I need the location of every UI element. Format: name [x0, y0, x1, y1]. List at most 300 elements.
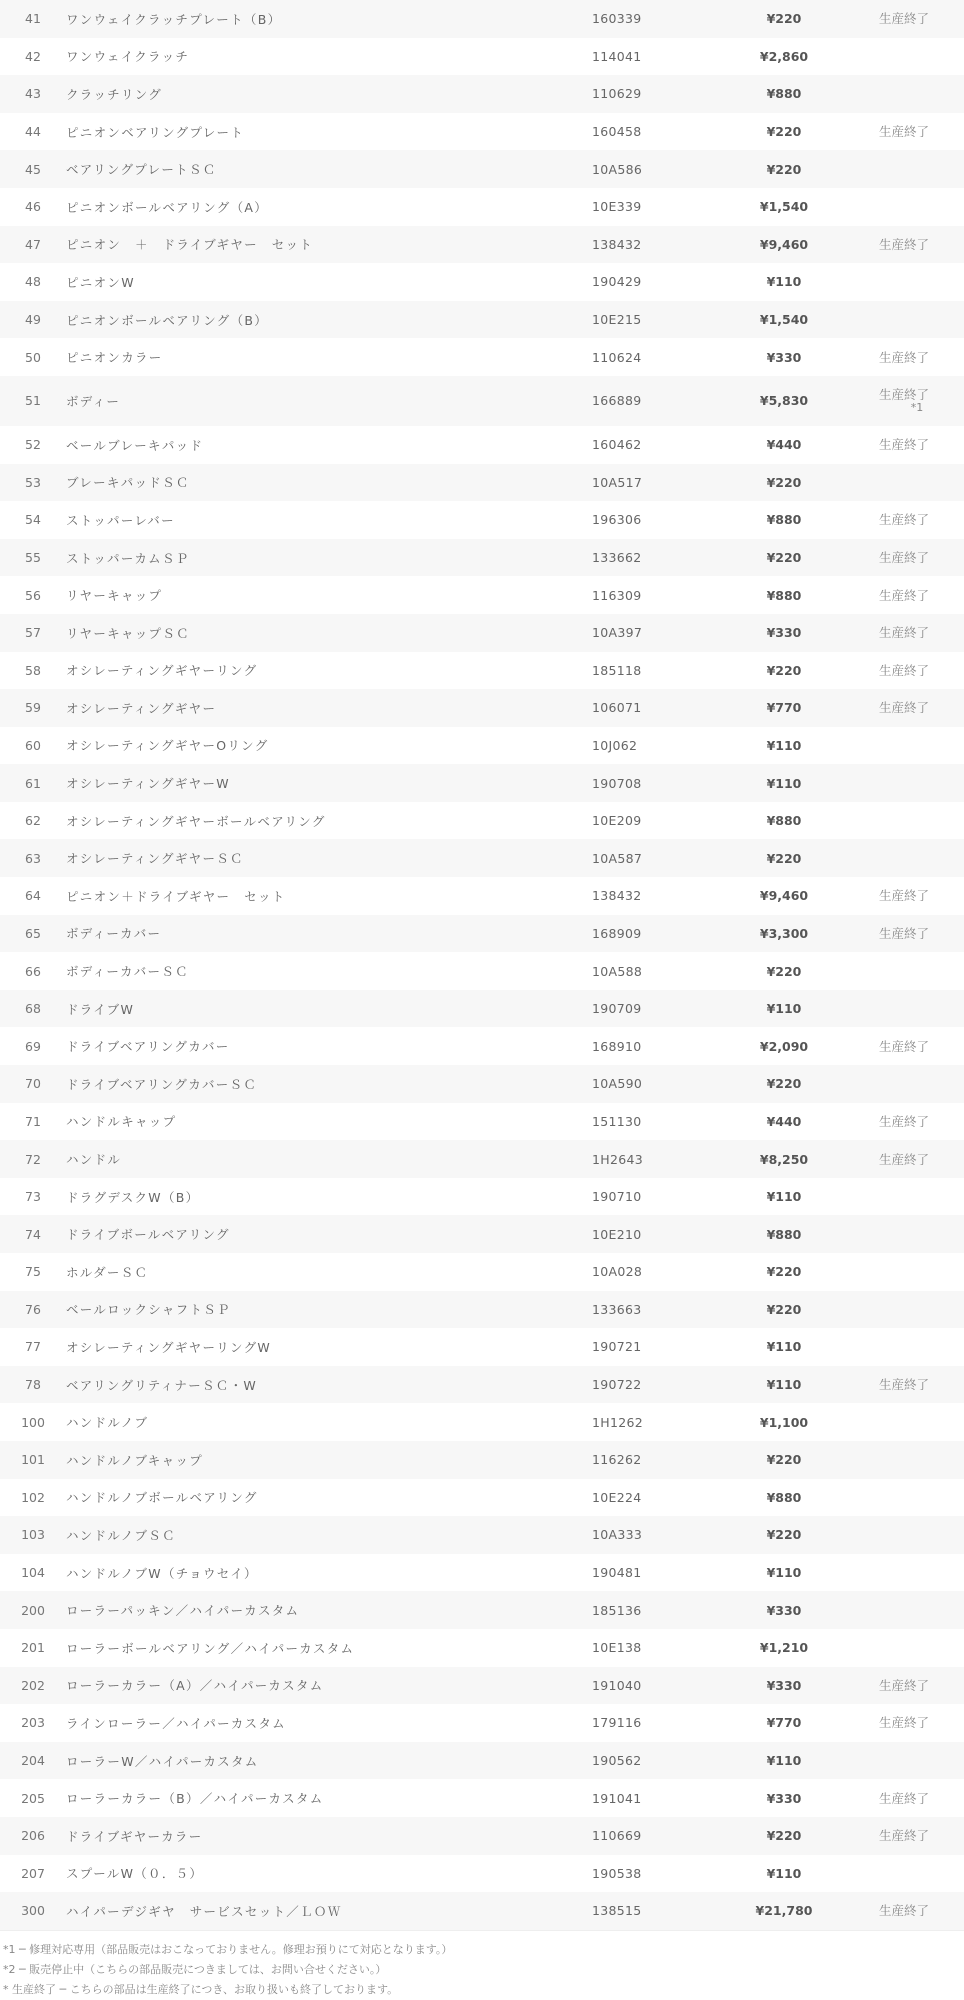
part-name: ローラーW／ハイパーカスタム: [66, 1742, 592, 1780]
part-name: オシレーティングギヤーリング: [66, 652, 592, 690]
part-price: ¥110: [724, 263, 844, 301]
part-status: [844, 1291, 964, 1329]
table-row: [0, 501, 964, 539]
part-name: ピニオン＋ドライブギヤー セット: [66, 877, 592, 915]
part-status: [844, 539, 964, 577]
part-name: ピニオンボールベアリング（B）: [66, 301, 592, 339]
part-price: ¥220: [724, 150, 844, 188]
part-code: 114041: [592, 38, 724, 76]
part-status: [844, 689, 964, 727]
status-label: 生産終了: [878, 1790, 929, 1806]
table-row: [0, 1103, 964, 1141]
part-status: [844, 426, 964, 464]
part-name: ローラーカラー（A）／ハイパーカスタム: [66, 1667, 592, 1705]
part-price: ¥880: [724, 802, 844, 840]
status-label: 生産終了: [878, 625, 929, 641]
part-name: ブレーキパッドＳＣ: [66, 464, 592, 502]
part-price: ¥220: [724, 1291, 844, 1329]
part-code: 10E138: [592, 1629, 724, 1667]
part-status: [844, 1817, 964, 1855]
part-price: ¥220: [724, 464, 844, 502]
part-name: ハンドルノブボールベアリング: [66, 1479, 592, 1517]
table-row: [0, 1328, 964, 1366]
part-price: ¥880: [724, 1479, 844, 1517]
part-price: ¥110: [724, 1328, 844, 1366]
footnote-mark: *1: [910, 400, 924, 414]
part-code: 1H2643: [592, 1140, 724, 1178]
part-price: ¥330: [724, 1591, 844, 1629]
table-row: [0, 426, 964, 464]
status-label: 生産終了: [878, 236, 929, 252]
part-number: 42: [0, 38, 66, 76]
part-code: 151130: [592, 1103, 724, 1141]
part-status: [844, 150, 964, 188]
part-name: ボディー: [66, 376, 592, 426]
part-price: ¥110: [724, 1742, 844, 1780]
part-code: 190709: [592, 990, 724, 1028]
part-number: 54: [0, 501, 66, 539]
table-row: [0, 1704, 964, 1742]
part-price: ¥110: [724, 990, 844, 1028]
part-code: 133662: [592, 539, 724, 577]
part-code: 190538: [592, 1855, 724, 1893]
part-name: ピニオンベアリングプレート: [66, 113, 592, 151]
table-row: [0, 915, 964, 953]
part-name: ピニオン ＋ ドライブギヤー セット: [66, 226, 592, 264]
part-number: 57: [0, 614, 66, 652]
part-code: 10A397: [592, 614, 724, 652]
part-status: [844, 1516, 964, 1554]
part-code: 110624: [592, 338, 724, 376]
part-price: ¥220: [724, 539, 844, 577]
part-name: ベールブレーキパッド: [66, 426, 592, 464]
part-status: [844, 614, 964, 652]
part-name: オシレーティングギヤーＳＣ: [66, 839, 592, 877]
status-label: 生産終了: [878, 1151, 929, 1167]
part-number: 51: [0, 376, 66, 426]
part-status: [844, 1441, 964, 1479]
table-row: [0, 727, 964, 765]
part-price: ¥220: [724, 1441, 844, 1479]
part-name: ストッパーレバー: [66, 501, 592, 539]
part-price: ¥220: [724, 952, 844, 990]
status-label: 生産終了: [878, 1715, 929, 1731]
part-name: オシレーティングギヤーW: [66, 764, 592, 802]
part-price: ¥330: [724, 614, 844, 652]
part-price: ¥220: [724, 1253, 844, 1291]
table-row: [0, 113, 964, 151]
status-label: 生産終了: [878, 662, 929, 678]
part-status: [844, 1629, 964, 1667]
status-label: 生産終了: [878, 925, 929, 941]
part-code: 185136: [592, 1591, 724, 1629]
part-number: 72: [0, 1140, 66, 1178]
part-name: ドライブボールベアリング: [66, 1215, 592, 1253]
status-label: 生産終了: [878, 700, 929, 716]
part-number: 58: [0, 652, 66, 690]
part-code: 133663: [592, 1291, 724, 1329]
table-row: [0, 464, 964, 502]
part-price: ¥1,540: [724, 301, 844, 339]
part-price: ¥220: [724, 839, 844, 877]
part-code: 168909: [592, 915, 724, 953]
part-number: 52: [0, 426, 66, 464]
part-price: ¥330: [724, 1779, 844, 1817]
table-row: [0, 0, 964, 38]
table-row: [0, 1892, 964, 1930]
part-number: 43: [0, 75, 66, 113]
part-number: 73: [0, 1178, 66, 1216]
part-name: スプールW（０．５）: [66, 1855, 592, 1893]
table-row: [0, 150, 964, 188]
part-price: ¥220: [724, 113, 844, 151]
part-name: ハンドルキャップ: [66, 1103, 592, 1141]
part-status: [844, 990, 964, 1028]
part-number: 48: [0, 263, 66, 301]
part-name: ストッパーカムＳＰ: [66, 539, 592, 577]
part-number: 202: [0, 1667, 66, 1705]
part-name: ハンドル: [66, 1140, 592, 1178]
part-price: ¥1,210: [724, 1629, 844, 1667]
part-number: 102: [0, 1479, 66, 1517]
part-name: ボディーカバーＳＣ: [66, 952, 592, 990]
part-status: [844, 38, 964, 76]
part-price: ¥8,250: [724, 1140, 844, 1178]
part-name: ボディーカバー: [66, 915, 592, 953]
part-price: ¥110: [724, 764, 844, 802]
part-code: 10J062: [592, 727, 724, 765]
part-status: [844, 301, 964, 339]
footnotes: [0, 1930, 964, 2000]
part-number: 74: [0, 1215, 66, 1253]
part-code: 110629: [592, 75, 724, 113]
table-row: [0, 1855, 964, 1893]
part-number: 104: [0, 1554, 66, 1592]
part-price: ¥110: [724, 727, 844, 765]
part-status: [844, 727, 964, 765]
part-code: 1H1262: [592, 1403, 724, 1441]
table-row: [0, 1027, 964, 1065]
part-code: 160339: [592, 0, 724, 38]
part-name: ドライブベアリングカバー: [66, 1027, 592, 1065]
part-name: ピニオンボールベアリング（A）: [66, 188, 592, 226]
part-code: 10A588: [592, 952, 724, 990]
part-number: 78: [0, 1366, 66, 1404]
table-row: [0, 539, 964, 577]
part-code: 138432: [592, 226, 724, 264]
table-row: [0, 1140, 964, 1178]
part-name: オシレーティングギヤー: [66, 689, 592, 727]
table-row: [0, 1817, 964, 1855]
part-code: 196306: [592, 501, 724, 539]
part-price: ¥110: [724, 1366, 844, 1404]
part-status: [844, 263, 964, 301]
part-number: 207: [0, 1855, 66, 1893]
part-code: 10E210: [592, 1215, 724, 1253]
part-price: ¥110: [724, 1178, 844, 1216]
part-price: ¥440: [724, 1103, 844, 1141]
part-number: 47: [0, 226, 66, 264]
status-label: 生産終了: [878, 386, 929, 402]
part-price: ¥5,830: [724, 376, 844, 426]
part-price: ¥770: [724, 1704, 844, 1742]
part-price: ¥330: [724, 1667, 844, 1705]
part-code: 190708: [592, 764, 724, 802]
part-status: [844, 338, 964, 376]
footnote-discontinued: * 生産終了 ─ こちらの部品は生産終了につき、お取り扱いも終了しております。: [3, 1982, 399, 1996]
part-code: 10A028: [592, 1253, 724, 1291]
table-row: [0, 38, 964, 76]
part-code: 138432: [592, 877, 724, 915]
table-row: [0, 226, 964, 264]
part-name: ローラーカラー（B）／ハイパーカスタム: [66, 1779, 592, 1817]
part-name: クラッチリング: [66, 75, 592, 113]
table-row: [0, 1366, 964, 1404]
table-row: [0, 1403, 964, 1441]
part-price: ¥1,100: [724, 1403, 844, 1441]
status-label: 生産終了: [878, 124, 929, 140]
part-code: 190429: [592, 263, 724, 301]
part-code: 179116: [592, 1704, 724, 1742]
table-row: [0, 1291, 964, 1329]
table-row: [0, 802, 964, 840]
table-row: [0, 263, 964, 301]
part-name: ハンドルノブ: [66, 1403, 592, 1441]
part-name: ワンウェイクラッチプレート（B）: [66, 0, 592, 38]
part-code: 185118: [592, 652, 724, 690]
status-label: 生産終了: [878, 1038, 929, 1054]
part-name: ローラーパッキン／ハイパーカスタム: [66, 1591, 592, 1629]
part-number: 62: [0, 802, 66, 840]
part-name: ホルダーＳＣ: [66, 1253, 592, 1291]
part-status: [844, 915, 964, 953]
table-row: [0, 1065, 964, 1103]
table-row: [0, 75, 964, 113]
part-status: [844, 376, 964, 426]
part-price: ¥880: [724, 576, 844, 614]
part-number: 50: [0, 338, 66, 376]
part-status: [844, 1215, 964, 1253]
part-code: 166889: [592, 376, 724, 426]
status-label: 生産終了: [878, 349, 929, 365]
part-code: 160462: [592, 426, 724, 464]
table-row: [0, 839, 964, 877]
table-row: [0, 877, 964, 915]
part-name: ベールロックシャフトＳＰ: [66, 1291, 592, 1329]
part-name: ドラグデスクW（B）: [66, 1178, 592, 1216]
part-number: 61: [0, 764, 66, 802]
part-code: 10A587: [592, 839, 724, 877]
part-status: [844, 839, 964, 877]
part-name: ピニオンカラー: [66, 338, 592, 376]
part-number: 55: [0, 539, 66, 577]
part-name: ドライブベアリングカバーＳＣ: [66, 1065, 592, 1103]
part-number: 46: [0, 188, 66, 226]
part-status: [844, 1328, 964, 1366]
part-number: 103: [0, 1516, 66, 1554]
part-status: [844, 1855, 964, 1893]
table-row: [0, 1178, 964, 1216]
part-number: 100: [0, 1403, 66, 1441]
status-label: 生産終了: [878, 512, 929, 528]
part-name: ベアリングプレートＳＣ: [66, 150, 592, 188]
part-code: 10E224: [592, 1479, 724, 1517]
table-row: [0, 764, 964, 802]
table-row: [0, 576, 964, 614]
table-row: [0, 990, 964, 1028]
part-status: [844, 464, 964, 502]
part-number: 77: [0, 1328, 66, 1366]
part-status: [844, 1704, 964, 1742]
part-price: ¥440: [724, 426, 844, 464]
table-row: [0, 1591, 964, 1629]
part-price: ¥880: [724, 501, 844, 539]
part-name: リヤーキャップ: [66, 576, 592, 614]
part-status: [844, 764, 964, 802]
part-status: [844, 1140, 964, 1178]
part-code: 160458: [592, 113, 724, 151]
part-name: オシレーティングギヤーOリング: [66, 727, 592, 765]
footnote-1: *1 ─ 修理対応専用（部品販売はおこなっておりません。修理お預りにて対応となります。）: [3, 1942, 453, 1956]
part-code: 110669: [592, 1817, 724, 1855]
part-number: 70: [0, 1065, 66, 1103]
part-price: ¥110: [724, 1554, 844, 1592]
part-price: ¥330: [724, 338, 844, 376]
part-status: [844, 1667, 964, 1705]
part-price: ¥21,780: [724, 1892, 844, 1930]
table-row: [0, 689, 964, 727]
status-label: 生産終了: [878, 1113, 929, 1129]
part-number: 63: [0, 839, 66, 877]
part-number: 200: [0, 1591, 66, 1629]
table-row: [0, 1516, 964, 1554]
table-row: [0, 376, 964, 426]
part-code: 116309: [592, 576, 724, 614]
part-status: [844, 1403, 964, 1441]
part-number: 101: [0, 1441, 66, 1479]
table-row: [0, 301, 964, 339]
part-number: 203: [0, 1704, 66, 1742]
part-code: 138515: [592, 1892, 724, 1930]
status-label: 生産終了: [878, 1677, 929, 1693]
part-number: 60: [0, 727, 66, 765]
table-row: [0, 1479, 964, 1517]
part-code: 10E209: [592, 802, 724, 840]
part-number: 64: [0, 877, 66, 915]
part-status: [844, 1103, 964, 1141]
part-status: [844, 0, 964, 38]
part-number: 201: [0, 1629, 66, 1667]
part-number: 66: [0, 952, 66, 990]
part-code: 190481: [592, 1554, 724, 1592]
part-number: 41: [0, 0, 66, 38]
part-code: 116262: [592, 1441, 724, 1479]
part-name: ハンドルノブW（チョウセイ）: [66, 1554, 592, 1592]
table-row: [0, 1441, 964, 1479]
table-row: [0, 1253, 964, 1291]
part-price: ¥220: [724, 652, 844, 690]
part-price: ¥2,090: [724, 1027, 844, 1065]
status-label: 生産終了: [878, 1828, 929, 1844]
part-status: [844, 652, 964, 690]
part-price: ¥9,460: [724, 226, 844, 264]
part-name: ラインローラー／ハイパーカスタム: [66, 1704, 592, 1742]
part-status: [844, 1065, 964, 1103]
part-code: 10E339: [592, 188, 724, 226]
part-name: ハイパーデジギヤ サービスセット／ＬＯＷ: [66, 1892, 592, 1930]
part-status: [844, 1892, 964, 1930]
part-number: 300: [0, 1892, 66, 1930]
status-label: 生産終了: [878, 888, 929, 904]
part-number: 45: [0, 150, 66, 188]
part-name: ハンドルノブキャップ: [66, 1441, 592, 1479]
part-code: 10A586: [592, 150, 724, 188]
part-code: 10A590: [592, 1065, 724, 1103]
part-number: 75: [0, 1253, 66, 1291]
part-price: ¥110: [724, 1855, 844, 1893]
part-price: ¥770: [724, 689, 844, 727]
part-code: 190710: [592, 1178, 724, 1216]
part-code: 10A517: [592, 464, 724, 502]
footnote-2: *2 ─ 販売停止中（こちらの部品販売につきましては、お問い合せください。）: [3, 1962, 387, 1976]
part-price: ¥220: [724, 0, 844, 38]
part-name: ベアリングリティナーＳＣ・W: [66, 1366, 592, 1404]
part-number: 206: [0, 1817, 66, 1855]
part-code: 190562: [592, 1742, 724, 1780]
part-status: [844, 877, 964, 915]
table-row: [0, 1629, 964, 1667]
part-status: [844, 226, 964, 264]
part-name: ハンドルノブＳＣ: [66, 1516, 592, 1554]
part-number: 44: [0, 113, 66, 151]
part-number: 56: [0, 576, 66, 614]
part-price: ¥220: [724, 1817, 844, 1855]
part-code: 168910: [592, 1027, 724, 1065]
part-status: [844, 1479, 964, 1517]
status-label: 生産終了: [878, 587, 929, 603]
table-row: [0, 1215, 964, 1253]
table-row: [0, 1667, 964, 1705]
status-label: 生産終了: [878, 11, 929, 27]
part-status: [844, 1178, 964, 1216]
part-status: [844, 1742, 964, 1780]
part-status: [844, 501, 964, 539]
table-row: [0, 952, 964, 990]
part-name: オシレーティングギヤーリングW: [66, 1328, 592, 1366]
status-label: 生産終了: [878, 550, 929, 566]
part-status: [844, 113, 964, 151]
part-name: ドライブギヤーカラー: [66, 1817, 592, 1855]
part-number: 205: [0, 1779, 66, 1817]
part-name: リヤーキャップＳＣ: [66, 614, 592, 652]
part-number: 49: [0, 301, 66, 339]
status-label: 生産終了: [878, 437, 929, 453]
part-status: [844, 802, 964, 840]
part-status: [844, 75, 964, 113]
part-price: ¥880: [724, 1215, 844, 1253]
status-label: 生産終了: [878, 1903, 929, 1919]
part-status: [844, 1554, 964, 1592]
part-number: 65: [0, 915, 66, 953]
table-row: [0, 1554, 964, 1592]
table-row: [0, 1742, 964, 1780]
part-name: ドライブW: [66, 990, 592, 1028]
part-status: [844, 1366, 964, 1404]
part-number: 53: [0, 464, 66, 502]
part-name: ローラーボールベアリング／ハイパーカスタム: [66, 1629, 592, 1667]
part-code: 106071: [592, 689, 724, 727]
part-price: ¥1,540: [724, 188, 844, 226]
